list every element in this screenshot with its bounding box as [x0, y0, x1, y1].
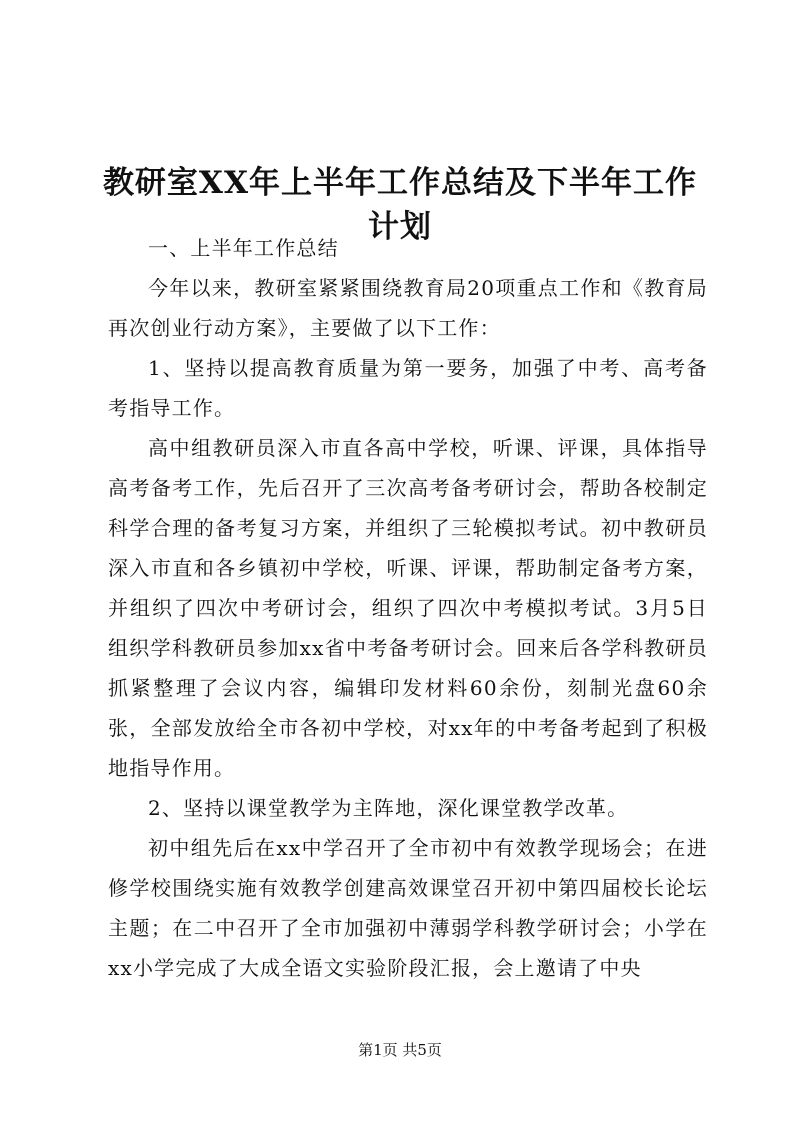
section-heading: 一、上半年工作总结 [148, 236, 339, 260]
paragraph: 今年以来，教研室紧紧围绕教育局20项重点工作和《教育局再次创业行动方案》，主要做了以下工作： [108, 276, 708, 340]
document-title: 教研室XX年上半年工作总结及下半年工作计划 [102, 164, 698, 245]
page-indicator: 第1页 共5页 [358, 1041, 442, 1059]
paragraph: 1、坚持以提高教育质量为第一要务，加强了中考、高考备考指导工作。 [108, 356, 708, 420]
page-footer [0, 1040, 800, 1060]
paragraph: 2、坚持以课堂教学为主阵地，深化课堂教学改革。 [148, 796, 629, 820]
paragraph: 高中组教研员深入市直各高中学校，听课、评课，具体指导高考备考工作，先后召开了三次高考备考研讨会，帮助各校制定科学合理的备考复习方案，并组织了三轮模拟考试。初中教研员深入市直和各乡镇初中学校，听课、评课，帮助制定备考方案，并组织了四次中考研讨会，组织了四次中考模拟考试。3月5日组织学科教研员参加xx省中考备考研讨会。回来后各学科教研员抓紧整理了会议内容，编辑印发材料60余份，刻制光盘60余张，全部发放给全市各初中学校，对xx年的中考备考起到了积极地指导作用。 [108, 436, 708, 780]
document-body [108, 228, 708, 988]
paragraph: 初中组先后在xx中学召开了全市初中有效教学现场会；在进修学校围绕实施有效教学创建高效课堂召开初中第四届校长论坛主题；在二中召开了全市加强初中薄弱学科教学研讨会；小学在xx小学完成了大成全语文实验阶段汇报，会上邀请了中央 [108, 836, 708, 980]
